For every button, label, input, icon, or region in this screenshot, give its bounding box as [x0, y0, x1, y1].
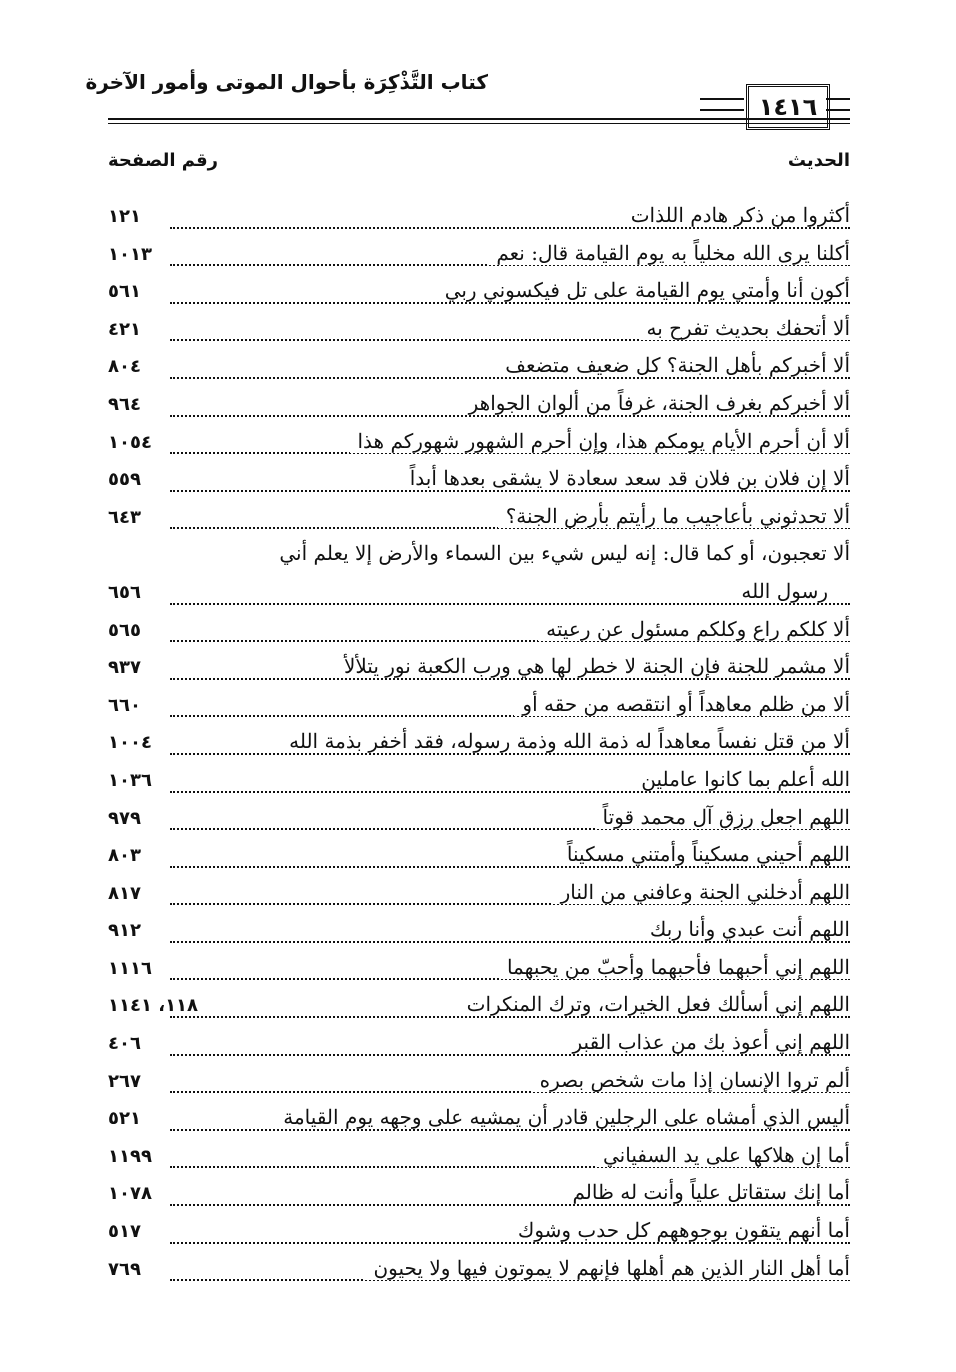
page-reference: ٦٤٣ — [108, 506, 141, 528]
hadith-text: ألا تحدثوني بأعاجيب ما رأيتم بأرض الجنة؟ — [498, 504, 850, 528]
index-entry — [108, 1215, 850, 1253]
page-reference: ٥٦١ — [108, 281, 141, 303]
column-heading-page: رقم الصفحة — [108, 150, 219, 171]
page-reference: ٨٠٣ — [108, 845, 141, 867]
page-reference: ٢٦٧ — [108, 1070, 141, 1092]
hadith-text: الله أعلم بما كانوا عاملين — [633, 767, 850, 791]
page-reference: ٥٥٩ — [108, 469, 141, 491]
page-reference: ٦٦٠ — [108, 694, 141, 716]
index-entry — [108, 914, 850, 952]
index-entry — [108, 1065, 850, 1103]
header-ornament-right — [826, 98, 850, 111]
hadith-text: أليس الذي أمشاه على الرجلين قادر أن يمشيه على وجهه يوم القيامة — [275, 1105, 850, 1129]
index-entry — [108, 764, 850, 802]
page-number: ١٤١٦ — [746, 84, 830, 130]
column-heading-hadith: الحديث — [787, 150, 850, 171]
page-reference: ٤٠٦ — [108, 1033, 141, 1055]
header-rule-thin — [108, 123, 850, 124]
index-entry — [108, 1177, 850, 1215]
index-entry — [108, 576, 850, 614]
index-entry — [108, 689, 850, 727]
hadith-text: اللهم إني أحبهما فأحبهما وأحبّ من يحبهما — [499, 955, 850, 979]
index-entry — [108, 1102, 850, 1140]
page-reference: ٥٢١ — [108, 1108, 141, 1130]
hadith-text: ألا أخبركم بغرف الجنة، غرفاً من ألوان الجواهر — [461, 391, 850, 415]
index-entry — [108, 313, 850, 351]
header-rule — [108, 118, 850, 120]
index-entry — [108, 1253, 850, 1291]
hadith-text: ألم تروا الإنسان إذا مات شخص بصره — [532, 1068, 850, 1092]
index-entry — [108, 802, 850, 840]
hadith-text: أما إنك ستقاتل علياً وأنت له ظالم — [564, 1180, 850, 1204]
index-list — [108, 200, 850, 1290]
hadith-text: أكون أنا وأمتي يوم القيامة على تل فيكسوني ربي — [437, 278, 850, 302]
page-reference: ٩٧٩ — [108, 807, 141, 829]
index-entry — [108, 877, 850, 915]
hadith-text: أما أهل النار الذين هم أهلها فإنهم لا يموتون فيها ولا يحيون — [365, 1256, 850, 1280]
page-reference: ١٠١٣ — [108, 243, 152, 265]
running-title: كتاب التَّذْكِرَة بأحوال الموتى وأمور الآخرة — [85, 70, 488, 94]
page-reference: ٩٣٧ — [108, 657, 141, 679]
page-reference: ١١٨، ١١٤١ — [108, 995, 199, 1017]
index-entry — [108, 1027, 850, 1065]
hadith-text: رسول الله — [733, 579, 828, 603]
hadith-text: اللهم أدخلني الجنة وعافني من النار — [553, 880, 850, 904]
index-entry — [108, 350, 850, 388]
index-entry — [108, 463, 850, 501]
hadith-text: اللهم إني أعوذ بك من عذاب القبر — [565, 1030, 850, 1054]
index-entry — [108, 238, 850, 276]
page-reference: ٥١٧ — [108, 1221, 141, 1243]
index-entry — [108, 614, 850, 652]
hadith-text: اللهم اجعل رزق آل محمد قوتاً — [595, 805, 850, 829]
index-entry — [108, 1140, 850, 1178]
hadith-text: اللهم أنت عبدي وأنا ربك — [642, 917, 850, 941]
index-entry — [108, 426, 850, 464]
hadith-text: ألا كلكم راع وكلكم مسئول عن رعيته — [538, 617, 850, 641]
index-entry — [108, 200, 850, 238]
index-entry — [108, 275, 850, 313]
page-reference: ١١٩٩ — [108, 1145, 152, 1167]
page-reference: ١١١٦ — [108, 957, 152, 979]
page-reference: ٨٠٤ — [108, 356, 141, 378]
page-reference: ٩٦٤ — [108, 393, 141, 415]
hadith-text: أما أنهم يتقون بوجوههم كل حدب وشوك — [510, 1218, 850, 1242]
page-reference: ٩١٢ — [108, 920, 141, 942]
index-entry — [108, 501, 850, 539]
hadith-text: ألا أخبركم بأهل الجنة؟ كل ضعيف متضعف — [497, 353, 850, 377]
index-entry — [108, 989, 850, 1027]
page-reference: ١٠٧٨ — [108, 1183, 152, 1205]
hadith-text: ألا من ظلم معاهداً أو انتقصه من حقه أو — [514, 692, 850, 716]
page-reference: ١٢١ — [108, 206, 141, 227]
hadith-text: ألا أتحفك بحديث تفرح به — [639, 316, 851, 340]
index-entry — [108, 726, 850, 764]
hadith-text: ألا إن فلان بن فلان قد سعد سعادة لا يشقى بعدها أبداً — [402, 466, 850, 490]
index-entry — [108, 839, 850, 877]
index-entry — [108, 538, 850, 576]
hadith-text: اللهم أحيني مسكيناً وأمتني مسكيناً — [559, 842, 850, 866]
page-reference: ٧٦٩ — [108, 1258, 141, 1280]
index-entry — [108, 651, 850, 689]
index-entry — [108, 952, 850, 990]
hadith-text: أكثروا من ذكر هادم اللذات — [623, 203, 850, 227]
hadith-text: أكلنا يرى الله مخلياً به يوم القيامة قال: نعم — [488, 241, 850, 265]
hadith-text: ألا أن أحرم الأيام يومكم هذا، وإن أحرم الشهور شهوركم هذا — [350, 429, 851, 453]
page-reference: ١٠٠٤ — [108, 732, 152, 754]
page-reference: ١٠٥٤ — [108, 431, 152, 453]
hadith-text: ألا تعجبون، أو كما قال: إنه ليس شيء بين السماء والأرض إلا يعلم أني — [271, 541, 850, 565]
page-reference: ٦٥٦ — [108, 581, 141, 603]
page-reference: ٤٢١ — [108, 318, 141, 340]
page-reference: ٥٦٥ — [108, 619, 141, 641]
page-reference: ٨١٧ — [108, 882, 141, 904]
index-entry — [108, 388, 850, 426]
hadith-text: أما إن هلاكها على يد السفياني — [595, 1143, 850, 1167]
hadith-text: اللهم إني أسألك فعل الخيرات، وترك المنكرات — [459, 992, 850, 1016]
hadith-text: ألا مشمر للجنة فإن الجنة لا خطر لها هي ورب الكعبة نور يتلألأ — [336, 654, 850, 678]
page-reference: ١٠٣٦ — [108, 769, 152, 791]
header-ornament-left — [700, 98, 744, 111]
hadith-text: ألا من قتل نفساً معاهداً له ذمة الله وذمة رسوله، فقد أخفر بذمة الله — [281, 729, 850, 753]
